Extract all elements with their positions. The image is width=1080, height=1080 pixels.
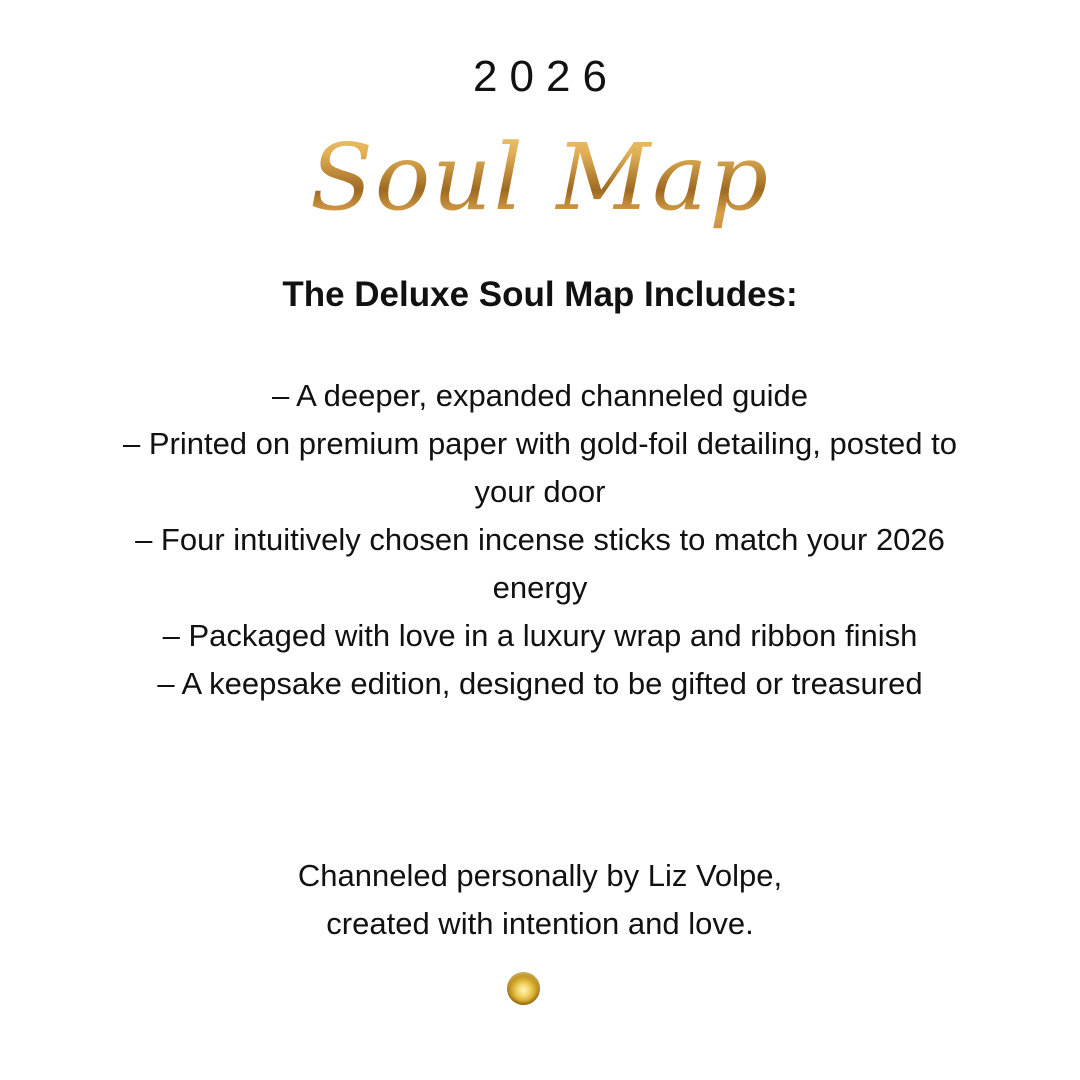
list-item: – Four intuitively chosen incense sticks to match your 2026 energy (135, 522, 945, 605)
list-item: – Packaged with love in a luxury wrap and ribbon finish (162, 618, 918, 653)
soul-map-script-title: Soul Map (0, 118, 1080, 238)
list-item: – A deeper, expanded channeled guide (271, 378, 809, 413)
includes-list (100, 372, 980, 708)
signoff-line-2: created with intention and love. (326, 906, 754, 941)
signoff (0, 852, 1080, 948)
list-item: – A keepsake edition, designed to be gifted or treasured (157, 666, 923, 701)
list-item: – Printed on premium paper with gold-foil detailing, posted to your door (122, 426, 958, 509)
section-heading: The Deluxe Soul Map Includes: (282, 275, 798, 314)
year-label: 2026 (473, 52, 619, 101)
signoff-line-1: Channeled personally by Liz Volpe, (297, 858, 783, 893)
gold-orb-icon (507, 972, 540, 1005)
